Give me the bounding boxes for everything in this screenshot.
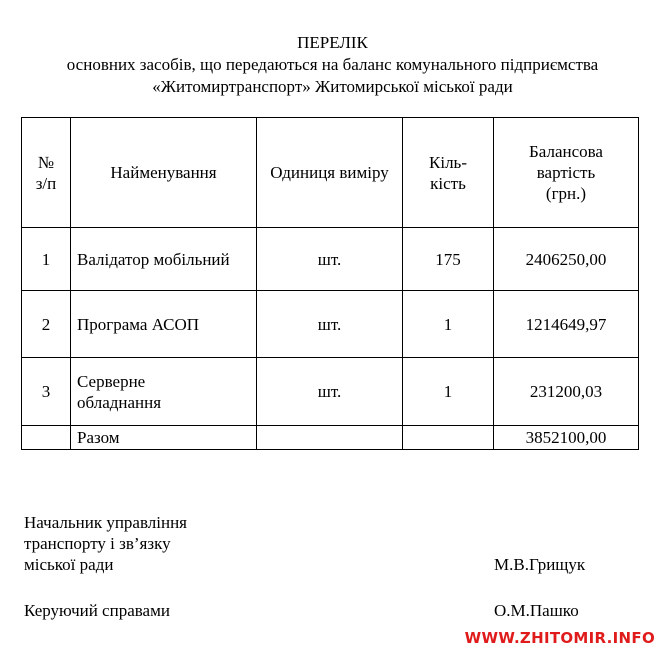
title-subtitle-line1: основних засобів, що передаються на баланс комунального підприємства bbox=[66, 55, 599, 74]
header-quantity-line2: кість bbox=[430, 173, 466, 193]
row-value: 231200,03 bbox=[494, 358, 639, 426]
watermark-logo: WWW.ZHITOMIR.INFO bbox=[464, 629, 655, 647]
row-name bbox=[71, 358, 257, 426]
signature-head-title bbox=[24, 512, 187, 575]
row-name-text: Програма АСОП bbox=[77, 314, 200, 334]
row-name-text: Валідатор мобільний bbox=[77, 249, 230, 269]
row-name bbox=[71, 291, 257, 358]
row-number: 1 bbox=[22, 228, 71, 291]
header-number bbox=[22, 118, 71, 228]
row-number: 3 bbox=[22, 358, 71, 426]
table-row bbox=[22, 291, 639, 358]
row-value: 2406250,00 bbox=[494, 228, 639, 291]
header-value-line2: вартість bbox=[536, 163, 596, 182]
total-empty-cell bbox=[403, 426, 494, 450]
table-total-row bbox=[22, 426, 639, 450]
header-name: Найменування bbox=[71, 118, 257, 228]
header-number-line2: з/п bbox=[35, 173, 57, 193]
title-subtitle-line2: «Житомиртранспорт» Житомирської міської ради bbox=[152, 77, 513, 96]
row-quantity: 175 bbox=[403, 228, 494, 291]
title-heading: ПЕРЕЛІК bbox=[297, 33, 368, 52]
row-number: 2 bbox=[22, 291, 71, 358]
row-unit: шт. bbox=[257, 228, 403, 291]
row-value: 1214649,97 bbox=[494, 291, 639, 358]
header-number-line1: № bbox=[37, 152, 55, 172]
header-unit: Одиниця виміру bbox=[257, 118, 403, 228]
row-quantity: 1 bbox=[403, 291, 494, 358]
signature-manager-name: О.М.Пашко bbox=[494, 601, 579, 620]
table-row bbox=[22, 358, 639, 426]
header-quantity bbox=[403, 118, 494, 228]
header-quantity-line1: Кіль- bbox=[429, 152, 467, 172]
total-value: 3852100,00 bbox=[494, 426, 639, 450]
assets-table bbox=[21, 117, 639, 450]
signature-head-title-line1: Начальник управління bbox=[24, 513, 187, 532]
signature-head-title-line3: міської ради bbox=[24, 555, 114, 574]
total-label: Разом bbox=[71, 426, 257, 450]
header-value-line3: (грн.) bbox=[545, 184, 587, 203]
total-empty-cell bbox=[257, 426, 403, 450]
table-row bbox=[22, 228, 639, 291]
row-unit: шт. bbox=[257, 291, 403, 358]
row-name-line2: обладнання bbox=[77, 392, 162, 412]
document-title bbox=[0, 32, 665, 98]
total-empty-cell bbox=[22, 426, 71, 450]
row-quantity: 1 bbox=[403, 358, 494, 426]
row-unit: шт. bbox=[257, 358, 403, 426]
signature-manager-title: Керуючий справами bbox=[24, 601, 170, 620]
row-name-line1: Серверне bbox=[77, 371, 146, 391]
row-name bbox=[71, 228, 257, 291]
header-value-line1: Балансова bbox=[529, 142, 603, 161]
signature-head-title-line2: транспорту і зв’язку bbox=[24, 534, 171, 553]
table-header-row bbox=[22, 118, 639, 228]
header-value bbox=[494, 118, 639, 228]
signature-head-name: М.В.Грищук bbox=[494, 555, 586, 574]
